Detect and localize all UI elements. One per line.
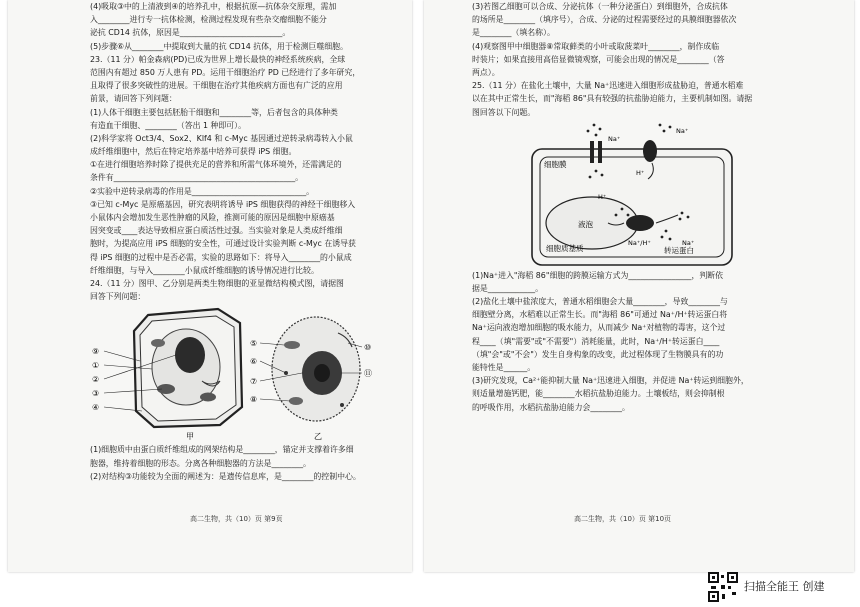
text-line: 的呼吸作用，水稻抗盐胁迫能力会________。 [472,402,630,412]
text-line: 因突变或____表达导致相应蛋白质活性过强。当实验对象是人类成纤维细 [90,226,343,236]
figure-label-8: ⑧ [250,395,258,405]
figure-label-10: ⑩ [364,343,372,353]
left-page [8,0,412,572]
left-column [90,0,392,572]
cell-structure-figure [90,303,392,443]
text-line: 成纤维细胞中，然后在特定培养基中培养可获得 iPS 细胞。 [90,147,297,157]
text-line: 纤维细胞，与导入________小鼠成纤维细胞的诱导情况进行比较。 [90,265,319,275]
text-line: ③已知 c-Myc 是原癌基因，研究表明将诱导 iPS 细胞获得的神经干细胞移入 [90,199,356,209]
text-line: (2)科学家将 Oct3/4、Sox2、Klf4 和 c-Myc 基因通过逆转录病毒转入小鼠 [90,133,353,143]
figure-label-3: ③ [92,389,100,399]
text-line: 两点）。 [472,67,500,77]
text-line: 24.（11 分）图甲、乙分别是两类生物细胞的亚显微结构模式图，请据图 [90,278,344,288]
figure-label-4: ④ [92,403,100,413]
text-line: 有造血干细胞、________（答出 1 种即可）。 [90,120,247,130]
left-page-footer: 高二生物，共（10）页 第9页 [190,515,283,523]
text-line: 得 iPS 细胞的过程中是否必需，实验的思路如下：将导入________的小鼠成 [90,252,352,262]
right-column [472,0,794,572]
text-line: 程____（填"需要"或"不需要"）消耗能量，此时，Na⁺/H⁺转运蛋白____ [472,336,720,346]
text-line: 入________进行专一抗体检测，检测过程发现有些杂交瘤细胞不能分 [90,15,327,25]
text-line: 前景，请回答下列问题： [90,94,177,104]
cell-b-caption: 乙 [314,432,322,442]
text-line: 图回答以下问题。 [472,107,536,117]
text-line: (2)盐化土壤中盐浓度大，普通水稻细胞会大量________，导致________与 [472,297,728,307]
text-line: (3)若图乙细胞可以合成、分泌抗体（一种分泌蛋白）到细胞外，合成抗体 [472,2,728,11]
text-line: (1)Na⁺进入"海稻 86"细胞的跨膜运输方式为________________，判断依 [472,270,724,280]
text-line: 细胞壁分离，水稻难以正常生长。而"海稻 86"可通过 Na⁺/H⁺转运蛋白将 [472,310,728,320]
cell-membrane-label: 细胞膜 [544,159,567,169]
text-line: 泌抗 CD14 抗体，原因是__________________________。 [90,28,291,38]
text-line: Na⁺运向液泡增加细胞的吸水能力，从而减少 Na⁺对植物的毒害，这个过 [472,323,726,333]
text-line: 胞器，维持着细胞的形态。分离各种细胞器的方法是________。 [90,458,311,468]
transporter-protein-label: 转运蛋白 [664,245,694,255]
text-line: （填"会"或"不会"）发生自身构象的改变，此过程体现了生物膜具有的功 [472,349,724,359]
text-line: (3)研究发现，Ca²⁺能抑制大量 Na⁺迅速进入细胞，并促进 Na⁺转运到细胞外， [472,376,749,386]
na-ion-label-bottom: Na⁺ [682,238,695,247]
figure-label-11: ⑪ [364,369,372,379]
text-line: 以在其中正常生长，而"海稻 86"具有较强的抗盐胁迫能力，主要机制如图。请据 [472,94,753,104]
left-followup-questions [90,443,392,483]
text-line: 条件有______________________________________________。 [90,173,304,183]
animal-cell-diagram [260,317,362,421]
text-line: 则适量增施钙肥，能________水稻抗盐胁迫能力。土壤板结，则会抑制根 [472,389,725,399]
text-line: 小鼠体内会增加发生恶性肿瘤的风险，推测可能的原因是细胞中原癌基 [90,213,335,222]
figure-label-6: ⑥ [250,357,258,367]
figure-label-5: ⑤ [250,339,258,349]
text-line: 据是____________。 [472,283,544,293]
qr-code-icon [708,572,738,602]
text-line: (2)对结构③功能较为全面的阐述为：是遗传信息库，是________的控制中心。 [90,471,361,481]
text-line: ②实验中逆转录病毒的作用是_____________________________。 [90,186,315,196]
text-line: ①在进行细胞培养时除了提供充足的营养和所需气体环境外，还需满足的 [90,160,342,170]
text-line: 的场所是________（填序号），合成、分泌的过程需要经过的具膜细胞器依次 [472,15,737,25]
text-line: 时装片；如果直接用高倍显微镜观察，可能会出现的情况是________（答 [472,54,725,64]
figure-label-9: ⑨ [92,347,100,357]
left-question-text [90,0,392,303]
plant-cell-diagram [104,309,242,427]
right-page-footer: 高二生物，共（10）页 第10页 [574,515,672,523]
text-line: (4)观察图甲中细胞器⑧常取藓类的小叶或取菠菜叶________，制作成临 [472,41,720,51]
salt-stress-mechanism-diagram [472,119,794,269]
text-line: 胞时，为提高应用 iPS 细胞的安全性，可通过设计实验判断 c-Myc 在诱导获 [90,239,356,249]
vacuole-label: 液泡 [578,219,593,229]
text-line: (1)人体干细胞主要包括胚胎干细胞和________等，后者包含的具体种类 [90,107,338,117]
h-ion-vacuole-label: H⁺ [598,192,607,201]
right-question-text [472,0,794,119]
text-line: 25.（11 分）在盐化土壤中，大量 Na⁺迅速进入细胞形成盐胁迫，普通水稻难 [472,81,744,91]
right-followup-questions [472,269,794,414]
figure-label-1: ① [92,361,100,371]
cytoplasm-matrix-label: 细胞质基质 [546,243,584,253]
right-page [424,0,854,572]
text-line: 回答下列问题： [90,292,146,302]
text-line: 能特性是______。 [472,363,536,372]
figure-label-2: ② [92,375,100,385]
scanner-brand-text: 扫描全能王 创建 [744,580,825,593]
na-h-antiporter-label: Na⁺/H⁺ [628,238,651,247]
text-line: 23.（11 分）帕金森病(PD)已成为世界上增长最快的神经系统疾病，全球 [90,54,346,64]
text-line: (5)步骤⑥从________中提取到大量的抗 CD14 抗体，用于检测巨噬细胞。 [90,41,348,51]
na-ion-label-right: Na⁺ [676,126,689,135]
na-ion-label-top: Na⁺ [608,134,621,143]
h-ion-label: H⁺ [636,168,645,177]
text-line: 范围内有超过 850 万人患有 PD。运用干细胞治疗 PD 已经进行了多年研究， [90,67,361,77]
text-line: (1)细胞质中由蛋白质纤维组成的网架结构是________，锚定并支撑着许多细 [90,445,354,455]
text-line: (4)吸取③中的上清液到④的培养孔中，根据抗原—抗体杂交原理，需加 [90,2,337,11]
cell-a-caption: 甲 [186,432,194,442]
figure-label-7: ⑦ [250,377,258,387]
text-line: 且取得了很多突破性的进展。干细胞在治疗其他疾病方面也有广泛的应用 [90,81,343,91]
text-line: 是________（填名称）。 [472,28,555,38]
